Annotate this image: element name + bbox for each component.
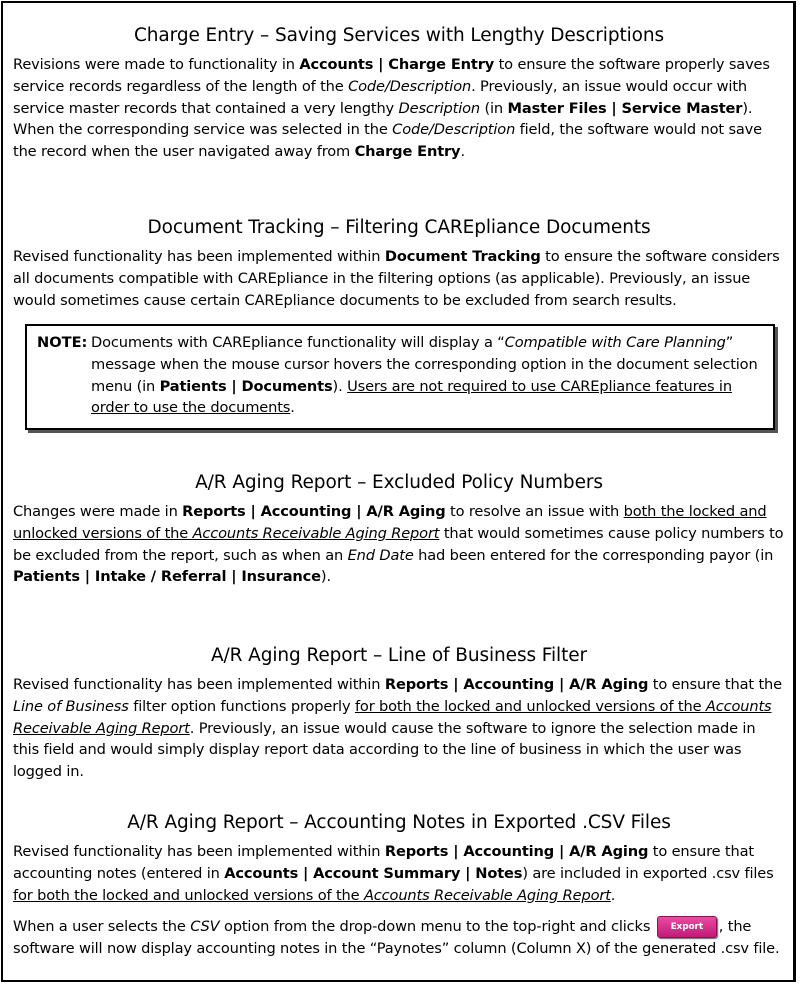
section-body: Changes were made in Reports | Accounting | A/R Aging to resolve an issue with both the locked and unlocked versions of the Accounts Receivable Aging Report that would sometimes cause policy numbers to be excluded from the report, such as when an End Date had been entered for the corresponding payor (in Patients | Intake / Referral | Insurance). [13, 503, 784, 586]
note-box [25, 324, 775, 430]
section-title: Charge Entry – Saving Services with Lengthy Descriptions [133, 25, 665, 46]
note-body: Documents with CAREpliance functionality will display a “Compatible with Care Planning” message when the mouse cursor hovers the corresponding option in the document selection menu (in Patients | Documents). Users are not required to use CAREpliance features in order to use the documents. [91, 334, 758, 417]
release-notes-page [1, 1, 796, 982]
section-title: A/R Aging Report – Excluded Policy Numbers [195, 472, 603, 493]
section-charge-entry [13, 23, 785, 163]
section-document-tracking [13, 215, 785, 311]
export-button[interactable]: Export [657, 916, 717, 938]
section-body: Revised functionality has been implemented within Reports | Accounting | A/R Aging to ensure that accounting notes (entered in Accounts | Account Summary | Notes) are included in exported .csv files for both the locked and unlocked versions of the Accounts Receivable Aging Report. [13, 843, 774, 904]
section-line-of-business-filter [13, 643, 785, 783]
section-title: Document Tracking – Filtering CAREpliance Documents [147, 217, 651, 238]
section-body: Revisions were made to functionality in Accounts | Charge Entry to ensure the software properly saves service records regardless of the length of the Code/Description. Previously, an issue would occur with service master records that contained a very lengthy Description (in Master Files | Service Master). When the corresponding service was selected in the Code/Description field, the software would not save the record when the user navigated away from Charge Entry. [13, 56, 770, 161]
section-accounting-notes-csv [13, 810, 785, 960]
section-excluded-policy-numbers [13, 470, 785, 588]
section-body: Revised functionality has been implemented within Reports | Accounting | A/R Aging to ensure that the Line of Business filter option functions properly for both the locked and unlocked versions of the Accounts Receivable Aging Report. Previously, an issue would cause the software to ignore the selection made in this field and would simply display report data according to the line of business in which the user was logged in. [13, 676, 782, 781]
section-body-2: When a user selects the CSV option from the drop-down menu to the top-right and clicks Export , the software will now display accounting notes in the “Paynotes” column (Column X) of the generated .csv file. [13, 918, 780, 958]
section-title: A/R Aging Report – Accounting Notes in Exported .CSV Files [127, 812, 671, 833]
note-label: NOTE: [37, 334, 88, 351]
section-body: Revised functionality has been implemented within Document Tracking to ensure the software considers all documents compatible with CAREpliance in the filtering options (as applicable). Previously, an issue would sometimes cause certain CAREpliance documents to be excluded from search results. [13, 248, 780, 309]
section-title: A/R Aging Report – Line of Business Filter [210, 645, 588, 666]
